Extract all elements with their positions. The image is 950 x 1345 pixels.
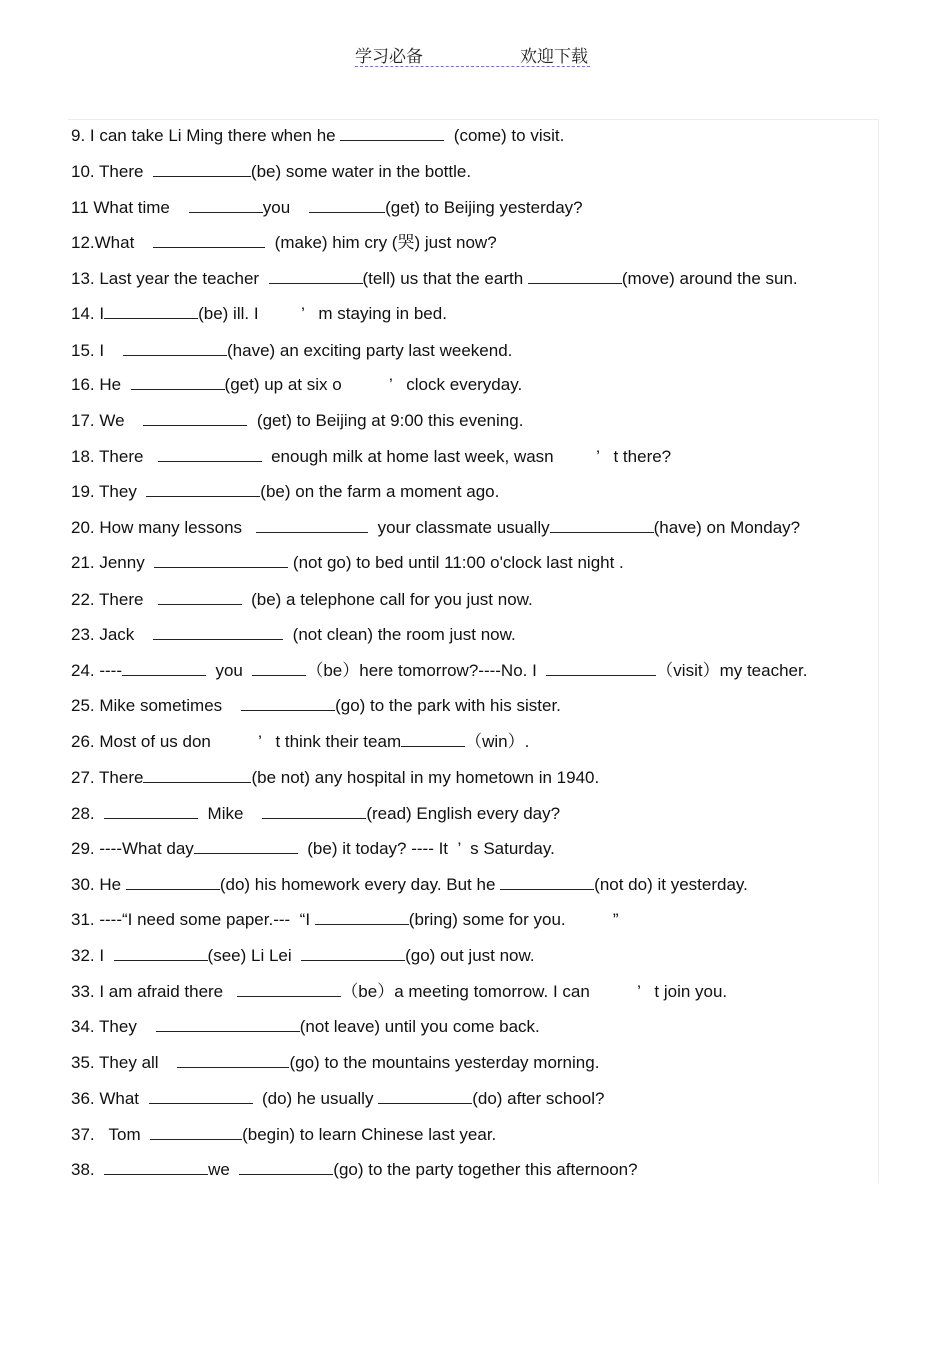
exercise-line: [71, 124, 564, 148]
text-segment: (go) to the mountains yesterday morning.: [289, 1053, 600, 1072]
text-segment: （win）.: [465, 732, 530, 751]
answer-blank[interactable]: [158, 588, 242, 605]
answer-blank[interactable]: [269, 267, 363, 284]
text-segment: ’: [301, 304, 305, 323]
text-segment: Mike: [207, 804, 244, 823]
text-segment: you: [262, 198, 291, 217]
text-segment: (go) to the party together this afternoon?: [333, 1160, 638, 1179]
exercise-line: [71, 802, 560, 826]
text-segment: 19. They: [71, 482, 137, 501]
text-segment: 14. I: [71, 304, 105, 323]
exercise-line: [71, 302, 447, 326]
answer-blank[interactable]: [340, 124, 444, 141]
page-header: [355, 40, 590, 67]
text-segment: ’: [637, 982, 641, 1001]
answer-blank[interactable]: [301, 944, 405, 961]
text-segment: (go) to the park with his sister.: [335, 696, 561, 715]
text-segment: (do) he usually: [261, 1089, 374, 1108]
text-segment: t think their team: [275, 732, 402, 751]
answer-blank[interactable]: [241, 694, 335, 711]
text-segment: 32. I: [71, 946, 105, 965]
text-segment: (be) ill. I: [198, 304, 259, 323]
answer-blank[interactable]: [123, 339, 227, 356]
text-segment: enough milk at home last week, wasn: [271, 447, 554, 466]
answer-blank[interactable]: [153, 623, 283, 640]
answer-blank[interactable]: [104, 302, 198, 319]
text-segment: (make) him cry (哭) just now?: [274, 233, 497, 252]
text-segment: 13. Last year the teacher: [71, 269, 260, 288]
text-segment: (get) to Beijing at 9:00 this evening.: [256, 411, 524, 430]
text-segment: (be not) any hospital in my hometown in 1940.: [251, 768, 600, 787]
text-segment: 18. There: [71, 447, 144, 466]
text-segment: (get) to Beijing yesterday?: [385, 198, 583, 217]
text-segment: (get) up at six o: [224, 375, 342, 394]
answer-blank[interactable]: [153, 160, 251, 177]
exercise-line: [71, 409, 523, 433]
text-segment: (tell) us that the earth: [362, 269, 524, 288]
exercise-line: [71, 1123, 496, 1147]
text-segment: 22. There: [71, 590, 144, 609]
exercise-line: [71, 551, 624, 575]
text-segment: (be) a telephone call for you just now.: [251, 590, 533, 609]
answer-blank[interactable]: [104, 802, 198, 819]
text-segment: ’: [457, 839, 461, 858]
exercise-line: [71, 231, 497, 255]
exercise-line: [71, 373, 522, 397]
text-segment: 10. There: [71, 162, 144, 181]
text-segment: 38.: [71, 1160, 95, 1179]
answer-blank[interactable]: [189, 196, 263, 213]
answer-blank[interactable]: [256, 516, 368, 533]
answer-blank[interactable]: [153, 231, 265, 248]
text-segment: t there?: [613, 447, 672, 466]
exercise-line: [71, 1051, 599, 1075]
answer-blank[interactable]: [378, 1087, 472, 1104]
answer-blank[interactable]: [401, 730, 465, 747]
text-segment: ’: [258, 732, 262, 751]
exercise-line: [71, 516, 800, 540]
text-segment: （be）a meeting tomorrow. I can: [341, 982, 590, 1001]
exercise-line: [71, 1015, 540, 1039]
answer-blank[interactable]: [122, 659, 206, 676]
answer-blank[interactable]: [262, 802, 366, 819]
text-segment: 34. They: [71, 1017, 137, 1036]
text-segment: 26. Most of us don: [71, 732, 211, 751]
exercise-line: [71, 267, 798, 291]
text-segment: (not leave) until you come back.: [299, 1017, 540, 1036]
text-segment: 16. He: [71, 375, 122, 394]
text-segment: 36. What: [71, 1089, 140, 1108]
answer-blank[interactable]: [194, 837, 298, 854]
text-segment: （be）here tomorrow?----No. I: [306, 661, 537, 680]
text-segment: (go) out just now.: [405, 946, 535, 965]
answer-blank[interactable]: [131, 373, 225, 390]
text-segment: (have) an exciting party last weekend.: [227, 341, 513, 360]
answer-blank[interactable]: [546, 659, 656, 676]
answer-blank[interactable]: [158, 445, 262, 462]
text-segment: 30. He: [71, 875, 122, 894]
text-segment: 21. Jenny: [71, 553, 145, 572]
text-segment: (read) English every day?: [366, 804, 561, 823]
text-segment: (not go) to bed until 11:00 o'clock last night .: [292, 553, 624, 572]
exercise-line: [71, 694, 561, 718]
answer-blank[interactable]: [104, 1158, 208, 1175]
text-segment: 11 What time: [71, 198, 170, 217]
text-segment: 20. How many lessons: [71, 518, 243, 537]
exercise-line: [71, 944, 535, 968]
text-segment: (have) on Monday?: [653, 518, 801, 537]
text-segment: (do) after school?: [472, 1089, 605, 1108]
exercise-line: [71, 730, 529, 754]
text-segment: 25. Mike sometimes: [71, 696, 223, 715]
exercise-line: [71, 908, 619, 932]
text-segment: (come) to visit.: [453, 126, 565, 145]
exercise-line: [71, 196, 583, 220]
text-segment: (begin) to learn Chinese last year.: [242, 1125, 497, 1144]
exercise-line: [71, 480, 499, 504]
text-segment: ’: [596, 447, 600, 466]
exercise-line: [71, 873, 748, 897]
exercise-line: [71, 588, 533, 612]
header-left-text: 学习必备: [355, 47, 423, 66]
answer-blank[interactable]: [150, 1123, 242, 1140]
answer-blank[interactable]: [143, 409, 247, 426]
text-segment: 17. We: [71, 411, 125, 430]
exercise-line: [71, 980, 727, 1004]
exercise-line: [71, 659, 807, 683]
answer-blank[interactable]: [177, 1051, 289, 1068]
text-segment: 24. ----: [71, 661, 122, 680]
text-segment: (move) around the sun.: [621, 269, 798, 288]
text-segment: 29. ----What day: [71, 839, 194, 858]
text-segment: 23. Jack: [71, 625, 135, 644]
answer-blank[interactable]: [156, 1015, 300, 1032]
answer-blank[interactable]: [315, 908, 409, 925]
answer-blank[interactable]: [528, 267, 622, 284]
text-segment: t join you.: [654, 982, 728, 1001]
text-segment: m staying in bed.: [318, 304, 447, 323]
text-segment: ’: [388, 375, 393, 394]
answer-blank[interactable]: [237, 980, 341, 997]
exercise-line: [71, 339, 512, 363]
text-segment: (be) it today? ---- It: [307, 839, 449, 858]
text-segment: 15. I: [71, 341, 105, 360]
text-segment: （visit）my teacher.: [656, 661, 808, 680]
exercise-line: [71, 445, 671, 469]
text-segment: 35. They all: [71, 1053, 159, 1072]
answer-blank[interactable]: [143, 766, 251, 783]
text-segment: clock everyday.: [406, 375, 523, 394]
text-segment: we: [208, 1160, 230, 1179]
answer-blank[interactable]: [550, 516, 654, 533]
exercise-line: [71, 766, 599, 790]
text-segment: (not do) it yesterday.: [594, 875, 748, 894]
exercise-line: [71, 160, 471, 184]
answer-blank[interactable]: [114, 944, 208, 961]
text-segment: you: [215, 661, 243, 680]
answer-blank[interactable]: [149, 1087, 253, 1104]
text-segment: 9. I can take Li Ming there when he: [71, 126, 336, 145]
text-segment: (be) some water in the bottle.: [250, 162, 472, 181]
answer-blank[interactable]: [146, 480, 260, 497]
exercise-line: [71, 837, 555, 861]
text-segment: 33. I am afraid there: [71, 982, 224, 1001]
text-segment: (do) his homework every day. But he: [219, 875, 496, 894]
header-right-text: 欢迎下载: [520, 47, 588, 66]
text-segment: (not clean) the room just now.: [292, 625, 516, 644]
text-segment: 31. ----“I need some paper.---: [71, 910, 291, 929]
text-segment: ”: [612, 910, 619, 929]
exercise-line: [71, 1087, 605, 1111]
answer-blank[interactable]: [239, 1158, 333, 1175]
exercise-line: [71, 623, 516, 647]
text-segment: your classmate usually: [377, 518, 550, 537]
text-segment: 28.: [71, 804, 95, 823]
text-segment: 27. There: [71, 768, 144, 787]
answer-blank[interactable]: [309, 196, 385, 213]
answer-blank[interactable]: [126, 873, 220, 890]
exercise-line: [71, 1158, 638, 1182]
text-segment: (be) on the farm a moment ago.: [260, 482, 500, 501]
text-segment: “I: [299, 910, 311, 929]
text-segment: (see) Li Lei: [207, 946, 292, 965]
answer-blank[interactable]: [252, 659, 306, 676]
text-segment: 37. Tom: [71, 1125, 141, 1144]
answer-blank[interactable]: [154, 551, 288, 568]
text-segment: 12.What: [71, 233, 135, 252]
answer-blank[interactable]: [500, 873, 594, 890]
text-segment: (bring) some for you.: [408, 910, 566, 929]
text-segment: s Saturday.: [470, 839, 555, 858]
